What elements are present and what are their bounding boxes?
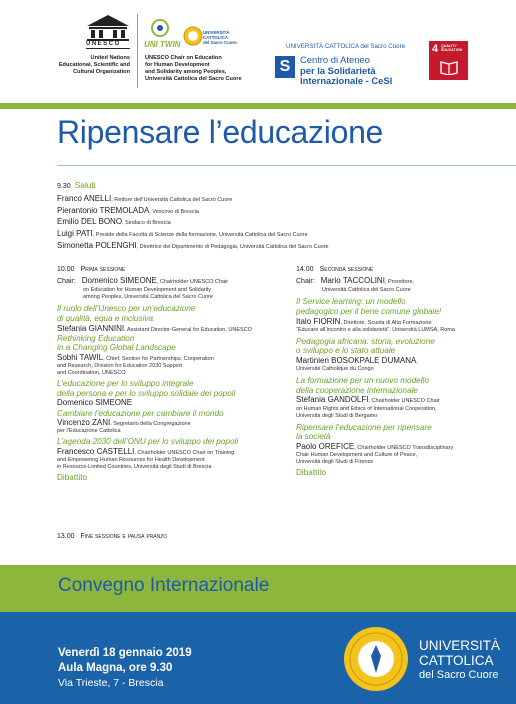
- book-icon: [440, 59, 458, 75]
- chair-name: Mario TACCOLINI: [320, 276, 385, 286]
- convegno-band: [0, 565, 516, 612]
- unitwin-label: UNI TWIN: [144, 40, 181, 49]
- talk-item: Cambiare l’educazione per cambiare il mondo Vincenzo ZANI, Segretario della Congregazione per l’Educazione Cattolica: [57, 408, 224, 435]
- session-label: Seconda sessione: [319, 266, 374, 273]
- cesi-logo-icon: S: [275, 56, 295, 78]
- divider: [137, 14, 138, 88]
- sdg-4-badge: 4 QUALITY EDUCATION: [429, 41, 468, 80]
- green-band: [0, 103, 516, 109]
- time-label: 10.00: [57, 266, 75, 273]
- talk-item: Pedagogia africana: storia, evoluzione o sviluppo e lo stato attuale Martinien BOSOKPALE DUMANA, Université Catholique du Congo: [296, 336, 435, 373]
- university-name: UNIVERSITÀ CATTOLICA del Sacro Cuore: [419, 638, 501, 681]
- chair-name: Domenico SIMEONE: [81, 276, 157, 286]
- talk-item: Il Service learning: un modello pedagogico per il bene comune globale! Italo FIORIN, Direttore, Scuola di Alta Formazione “Educare all’incontro e alla solidarietà”, Università LUMSA, Roma: [296, 297, 455, 333]
- ucsc-seal-icon: [343, 626, 409, 692]
- header: [0, 0, 516, 102]
- unitwin-text: UNESCO Chair on Education for Human Development and Solidarity among Peoples, Università Cattolica del Sacro Cuore: [145, 55, 242, 82]
- list-item: Pierantonio TREMOLADA, Vescovo di Brescia: [57, 205, 199, 215]
- event-place: Aula Magna, ore 9.30: [58, 662, 173, 674]
- time-label: 9.30: [57, 183, 71, 190]
- time-label: 14.00: [296, 266, 314, 273]
- dibattito-label: Dibattito: [57, 473, 88, 483]
- event-date: Venerdì 18 gennaio 2019: [58, 647, 192, 659]
- unesco-logo-icon: [86, 14, 130, 42]
- divider: [57, 165, 516, 166]
- unesco-org-text: United Nations Educational, Scientific and Cultural Organization: [58, 55, 130, 75]
- dibattito-label: Dibattito: [296, 467, 327, 477]
- event-info: [58, 646, 192, 691]
- talk-item: L’educazione per lo sviluppo integrale della persona e per lo sviluppo solidale dei popoli Domenico SIMEONE: [57, 379, 236, 408]
- unesco-label: UNESCO: [86, 41, 121, 47]
- session-2: 14.00 Seconda sessione Chair: Mario TACCOLINI, Prorettore, Università Cattolica del Sacro Cuore Il Service learning: un modello pedagogico per il bene comune globale! Italo FIORIN, Direttore, Scuola di Alta Formazione “Educare all’incontro e alla solidarietà”, Università LUMSA, Roma Pedagogia africana: storia, evoluzione o sviluppo e lo stato attuale Martinien BOSOKPALE DUMANA, Université Catholique du Congo La formazione per un nuovo modello della cooperazione internazionale Stefania GANDOLFI, Chairholder UNESCO Chair on Human Rights and Ethics of International Cooperation, Università degli Studi di Bergamo Ripensare l’educazione per ripensare la società Paolo OREFICE, Chairholder UNESCO Transdisciplinary Chair Human Development and Culture of Peace, Università degli Studi di Firenze Dibattito: [296, 264, 511, 478]
- footer: [0, 612, 516, 704]
- saluti-label: Saluti: [74, 180, 96, 190]
- page-title: Ripensare l’educazione: [57, 114, 384, 150]
- event-address: Via Trieste, 7 - Brescia: [58, 677, 164, 689]
- talk-item: La formazione per un nuovo modello della cooperazione internazionale Stefania GANDOLFI, Chairholder UNESCO Chair on Human Rights and Ethics of International Cooperation, Università degli Studi di Bergamo: [296, 376, 440, 419]
- saluti-section: [57, 181, 467, 251]
- list-item: Luigi PATI, Preside della Facoltà di Scienze della formazione, Università Cattolica del Sacro Cuore: [57, 228, 308, 238]
- talk-item: Ripensare l’educazione per ripensare la società Paolo OREFICE, Chairholder UNESCO Transdisciplinary Chair Human Development and Culture of Peace, Università degli Studi di Firenze: [296, 422, 454, 465]
- session-label: Prima sessione: [80, 266, 126, 273]
- convegno-label: Convegno Internazionale: [58, 575, 270, 596]
- divider: [86, 48, 130, 49]
- cesi-text: Centro di Ateneo per la Solidarietà Internazionale - CeSI: [300, 54, 393, 87]
- list-item: Simonetta POLENGHI, Direttrice del Dipartimento di Pedagogia, Università Cattolica del Sacro Cuore: [57, 240, 329, 250]
- talk-item: L’agenda 2030 dell’ONU per lo sviluppo dei popoli Francesco CASTELLI, Chairholder UNESCO Chair on Training and Empowering Human Resources for Health Development in Resource-Limited Countries, Università degli Studi di Brescia: [57, 437, 239, 471]
- session-1: 10.00 Prima sessione Chair: Domenico SIMEONE, Chairholder UNESCO Chair on Education for Human Development and Solidarity among Peoples, Università Cattolica del Sacro Cuore Il ruolo dell’Unesco per un’educazione di qualità, equa e inclusiva Stefania GIANNINI, Assistant Director-General for Education, UNESCO Rethinking Education in a Changing Global Landscape Sobhi TAWIL, Chief, Section for Partnerships, Cooperation and Research, Division for Education 2030 Support and Coordination, UNESCO L’educazione per lo sviluppo integrale della persona e per lo sviluppo solidale dei popoli Domenico SIMEONE Cambiare l’educazione per cambiare il mondo Vincenzo ZANI, Segretario della Congregazione per l’Educazione Cattolica L’agenda 2030 dell’ONU per lo sviluppo dei popoli Francesco CASTELLI, Chairholder UNESCO Chair on Training and Empowering Human Resources for Health Development in Resource-Limited Countries, Università degli Studi di Brescia Dibattito: [57, 264, 287, 483]
- ucsc-small-text: UNIVERSITÀ CATTOLICA del Sacro Cuore: [203, 30, 237, 45]
- list-item: Emilio DEL BONO, Sindaco di Brescia: [57, 217, 171, 227]
- ucsc-top-label: UNIVERSITÀ CATTOLICA del Sacro Cuore: [286, 43, 406, 50]
- list-item: Franco ANELLI, Rettore dell’Università Cattolica del Sacro Cuore: [57, 194, 233, 204]
- talk-item: Il ruolo dell’Unesco per un’educazione di qualità, equa e inclusiva Stefania GIANNINI, Assistant Director-General for Education, UNESCO: [57, 304, 252, 333]
- unitwin-logo-icon: [143, 18, 177, 40]
- ucsc-seal-icon: [183, 26, 203, 46]
- closing-line: 13.00 Fine sessione e pausa pranzo: [57, 533, 168, 540]
- talk-item: Rethinking Education in a Changing Global Landscape Sobhi TAWIL, Chief, Section for Partnerships, Cooperation and Research, Division for Education 2030 Support and Coordination, UNESCO: [57, 333, 214, 377]
